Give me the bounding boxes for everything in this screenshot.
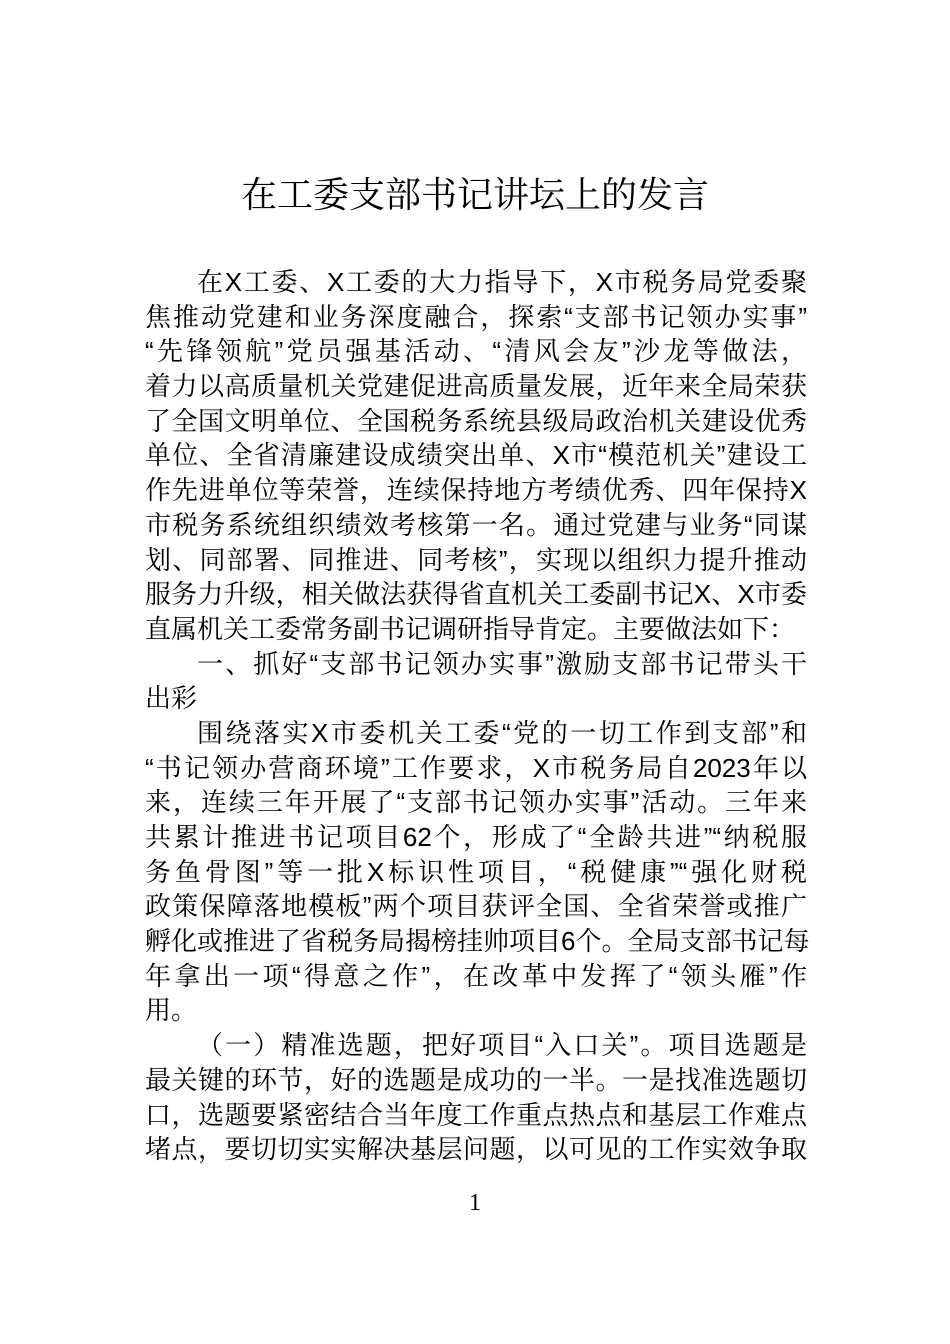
text-line: 了全国文明单位、全国税务系统县级局政治机关建设优秀 xyxy=(145,405,807,436)
text-line: 市税务系统组织绩效考核第一名。通过党建与业务“同谋 xyxy=(145,509,807,540)
page-number: 1 xyxy=(469,1190,481,1216)
text-line: 作先进单位等荣誉，连续保持地方考绩优秀、四年保持X xyxy=(145,475,807,506)
text-line: 堵点，要切切实实解决基层问题，以可见的工作实效争取 xyxy=(145,1134,807,1165)
text-line: “书记领办营商环境”工作要求，X市税务局自2023年以 xyxy=(145,752,807,783)
text-line: “先锋领航”党员强基活动、“清风会友”沙龙等做法， xyxy=(145,336,807,367)
text-line: 在X工委、X工委的大力指导下，X市税务局党委聚 xyxy=(197,267,807,297)
document-body xyxy=(145,265,810,1167)
text-line: 服务力升级，相关做法获得省直机关工委副书记X、X市委 xyxy=(145,579,807,610)
text-line: 年拿出一项“得意之作”，在改革中发挥了“领头雁”作 xyxy=(145,960,807,991)
text-line: 最关键的环节，好的选题是成功的一半。一是找准选题切 xyxy=(145,1064,807,1095)
text-line: 孵化或推进了省税务局揭榜挂帅项目6个。全局支部书记每 xyxy=(145,926,810,957)
document-title: 在工委支部书记讲坛上的发言 xyxy=(240,174,709,215)
text-line: 出彩 xyxy=(145,683,198,714)
text-line: 一、抓好“支部书记领办实事”激励支部书记带头干 xyxy=(197,648,807,679)
text-line: 口，选题要紧密结合当年度工作重点热点和基层工作难点 xyxy=(145,1099,807,1130)
section-heading xyxy=(145,647,807,716)
text-line: （一）精准选题，把好项目“入口关”。项目选题是 xyxy=(197,1030,807,1061)
text-line: 共累计推进书记项目62个，形成了“全龄共进”“纳税服 xyxy=(145,822,807,852)
text-line: 务鱼骨图”等一批X标识性项目，“税健康”“强化财税 xyxy=(145,856,807,887)
text-line: 焦推动党建和业务深度融合，探索“支部书记领办实事” xyxy=(145,301,807,332)
text-line: 划、同部署、同推进、同考核”，实现以组织力提升推动 xyxy=(145,544,807,575)
paragraph xyxy=(145,1028,807,1167)
paragraph xyxy=(145,716,810,1028)
text-line: 来，连续三年开展了“支部书记领办实事”活动。三年来 xyxy=(145,787,807,818)
text-line: 用。 xyxy=(145,995,198,1026)
text-line: 单位、全省清廉建设成绩突出单、X市“模范机关”建设工 xyxy=(145,440,807,471)
text-line: 着力以高质量机关党建促进高质量发展，近年来全局荣获 xyxy=(145,371,807,402)
text-line: 围绕落实X市委机关工委“党的一切工作到支部”和 xyxy=(197,717,807,748)
paragraph xyxy=(145,265,807,647)
text-line: 直属机关工委常务副书记调研指导肯定。主要做法如下： xyxy=(145,613,796,644)
text-line: 政策保障落地模板”两个项目获评全国、全省荣誉或推广 xyxy=(145,891,807,922)
